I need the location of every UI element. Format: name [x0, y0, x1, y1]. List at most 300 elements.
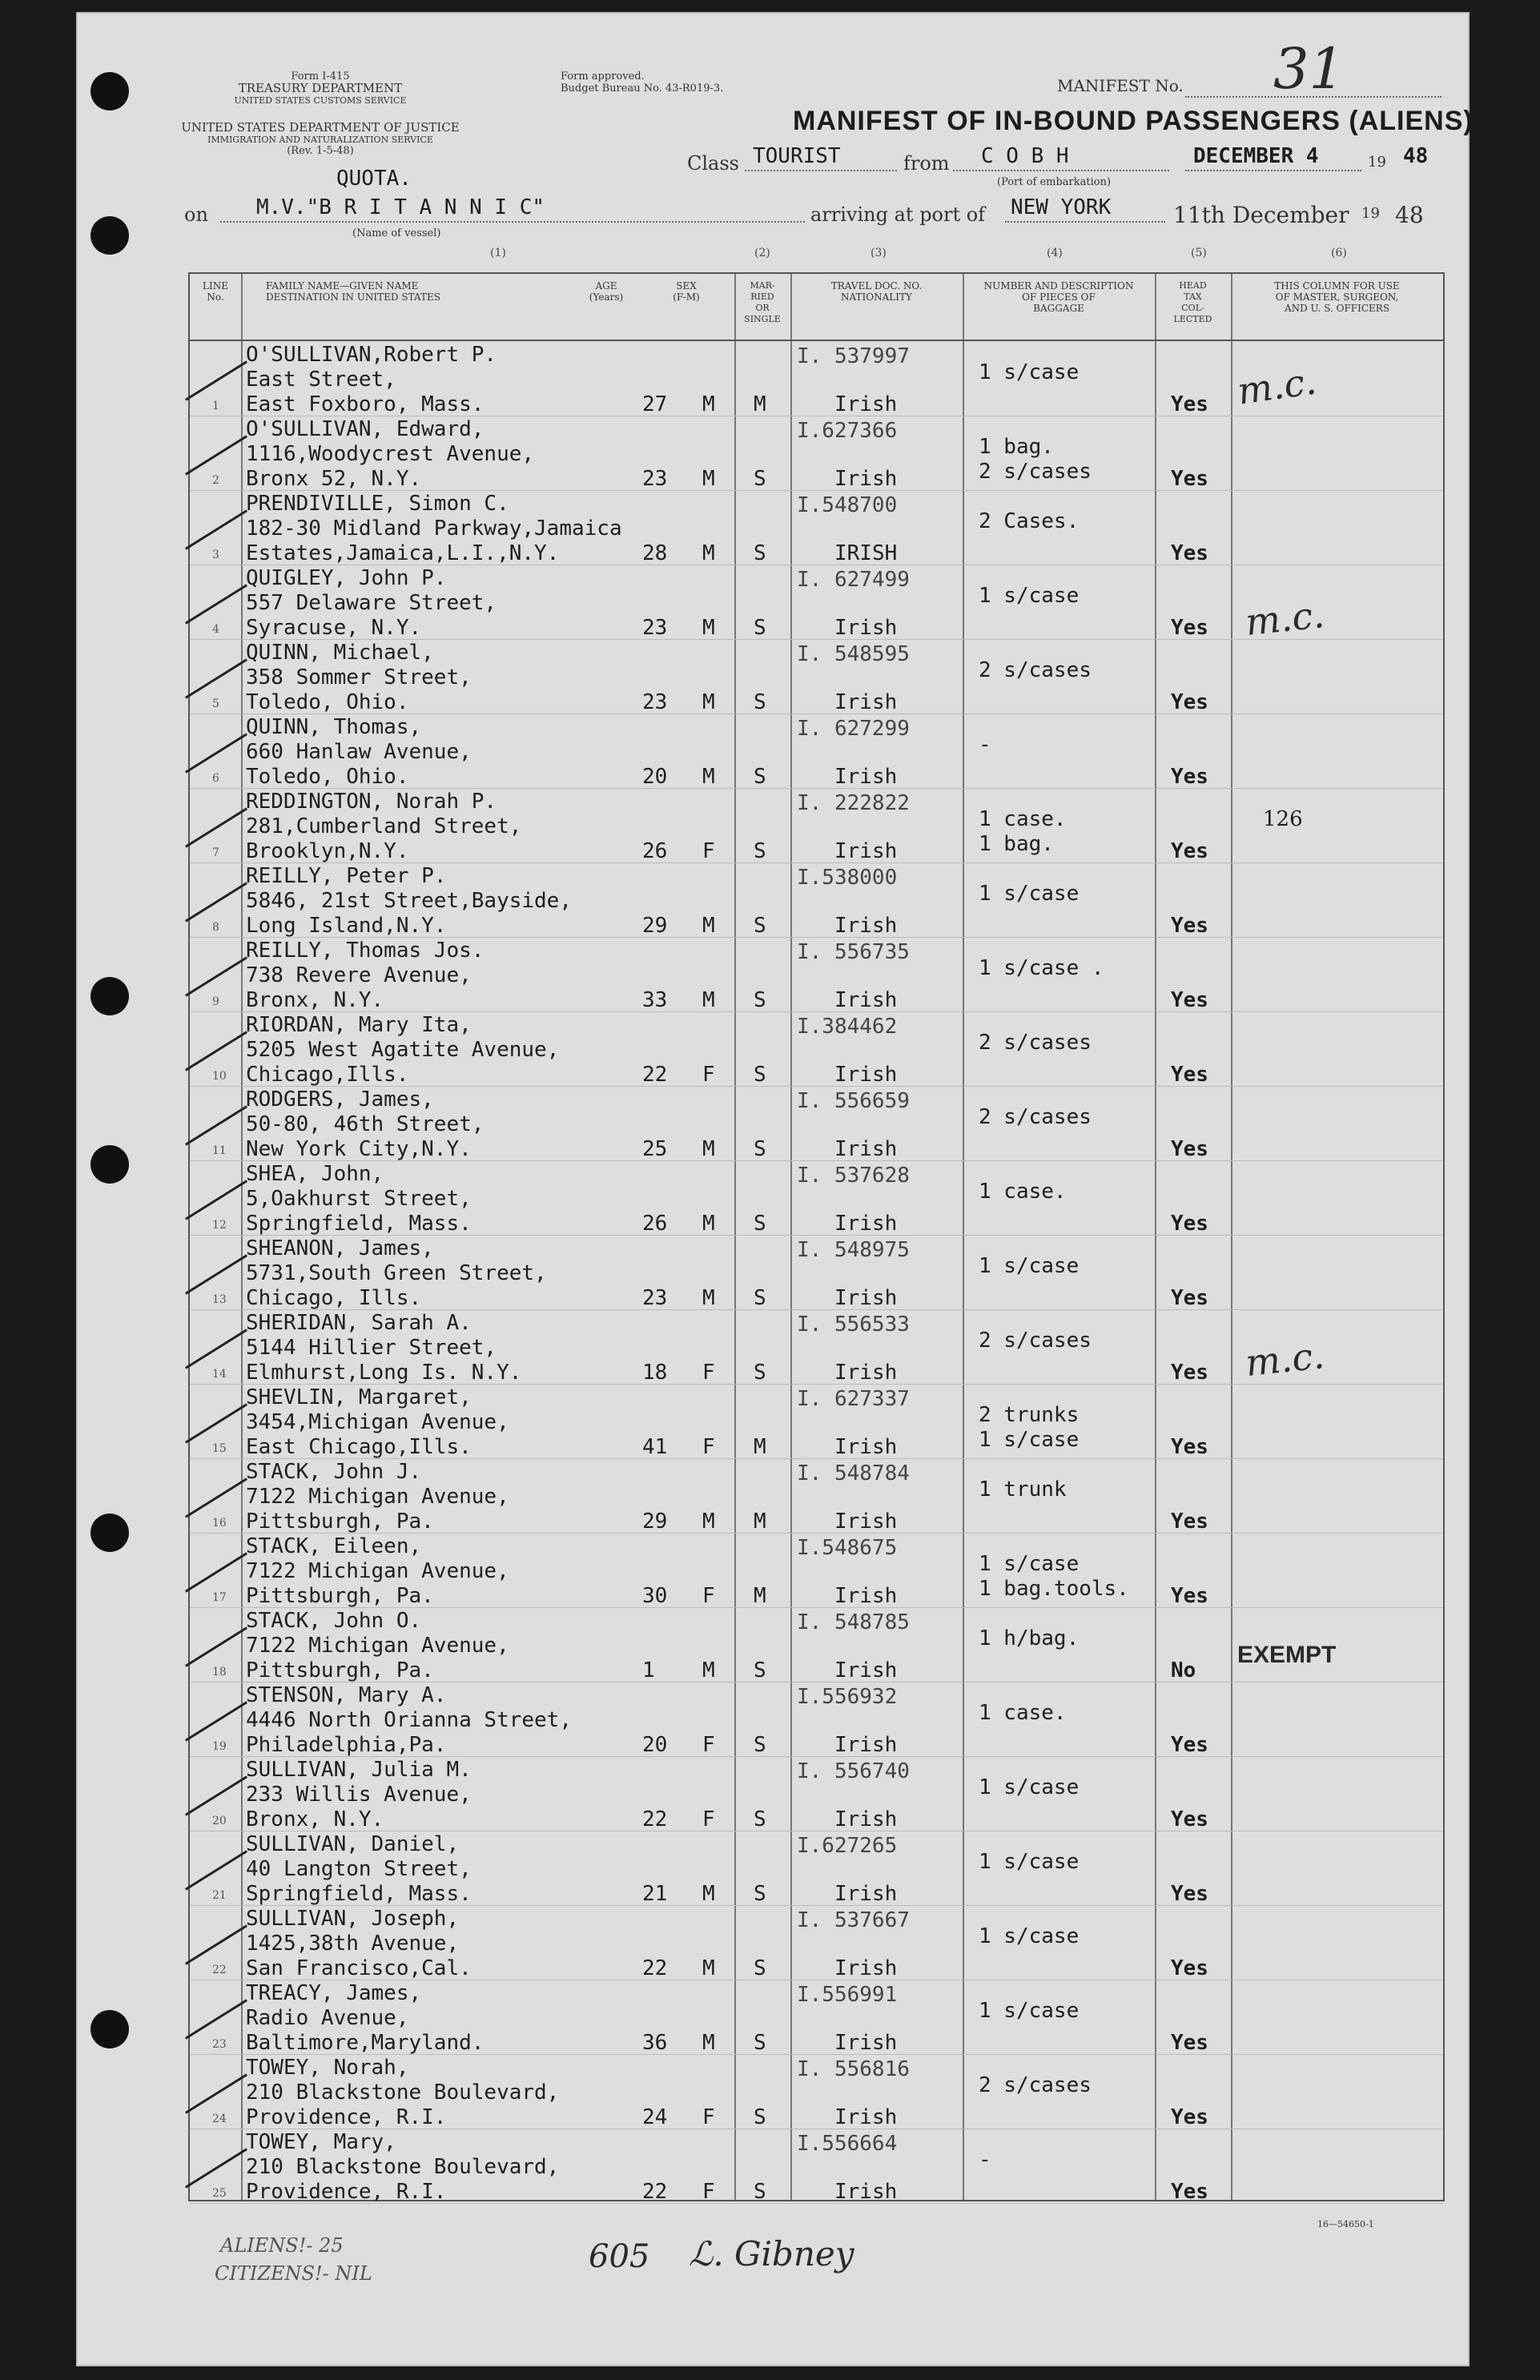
passenger-sex: M — [702, 392, 715, 416]
baggage-description: 2 trunks 1 s/case — [979, 1403, 1080, 1452]
manifest-number: 31 — [1273, 36, 1345, 102]
form-approved: Form approved. — [561, 70, 645, 82]
passenger-name-address: RODGERS, James, 50-80, 46th Street, New York City,N.Y. — [246, 1087, 485, 1161]
passenger-age: 20 — [642, 765, 668, 789]
passenger-sex: M — [702, 1510, 715, 1534]
passenger-name-address: QUIGLEY, John P. 557 Delaware Street, Syracuse, N.Y. — [246, 566, 497, 640]
nationality: Irish — [834, 616, 898, 640]
travel-doc-number: I. 627499 — [797, 568, 910, 592]
passenger-sex: M — [702, 914, 715, 938]
passenger-name-address: O'SULLIVAN, Edward, 1116,Woodycrest Avenue, Bronx 52, N.Y. — [246, 417, 535, 491]
table-row — [190, 1533, 1443, 1608]
table-row — [190, 714, 1443, 789]
passenger-name-address: SHEVLIN, Margaret, 3454,Michigan Avenue, East Chicago,Ills. — [246, 1385, 509, 1459]
header-travel-doc: TRAVEL DOC. NO. NATIONALITY — [830, 280, 923, 303]
handwritten-initials: m.c. — [1243, 592, 1327, 645]
passenger-age: 20 — [642, 1733, 668, 1757]
marital-status: M — [754, 1435, 766, 1459]
class-label: Class — [687, 152, 739, 175]
head-tax-collected: Yes — [1171, 1733, 1208, 1757]
nationality: Irish — [834, 1137, 898, 1161]
baggage-description: 1 trunk — [979, 1477, 1067, 1502]
line-number: 3 — [212, 549, 219, 561]
table-row — [190, 1086, 1443, 1161]
line-number: 14 — [212, 1368, 227, 1381]
marital-status: S — [754, 914, 766, 938]
passenger-sex: M — [702, 690, 715, 714]
marital-status: S — [754, 1807, 766, 1831]
line-number: 7 — [212, 846, 219, 859]
head-tax-collected: Yes — [1171, 392, 1208, 416]
nationality: Irish — [834, 467, 898, 491]
passenger-name-address: TOWEY, Norah, 210 Blackstone Boulevard, Providence, R.I. — [246, 2056, 560, 2129]
aliens-count: ALIENS!- 25 — [220, 2234, 344, 2257]
passenger-age: 22 — [642, 1063, 668, 1087]
travel-doc-number: I. 548975 — [797, 1238, 910, 1262]
vessel-name: M.V."B R I T A N N I C" — [256, 195, 545, 219]
passenger-age: 30 — [642, 1584, 668, 1608]
nationality: Irish — [834, 1361, 898, 1385]
passenger-name-address: O'SULLIVAN,Robert P. East Street, East Foxboro, Mass. — [246, 343, 497, 416]
revision: (Rev. 1-5-48) — [287, 145, 354, 157]
table-row — [190, 1831, 1443, 1906]
passenger-sex: M — [702, 541, 715, 565]
punch-hole — [90, 977, 129, 1015]
passenger-age: 23 — [642, 467, 668, 491]
passenger-sex: M — [702, 1137, 715, 1161]
header-sex: SEX (F-M) — [673, 280, 700, 303]
travel-doc-number: I. 548595 — [797, 642, 910, 666]
travel-doc-number: I. 556533 — [797, 1313, 910, 1337]
line-number: 9 — [212, 995, 219, 1008]
head-tax-collected: Yes — [1171, 2105, 1208, 2129]
embarkation-port: C O B H — [981, 144, 1069, 168]
marital-status: S — [754, 2105, 766, 2129]
embarkation-note: (Port of embarkation) — [997, 176, 1112, 188]
baggage-description: 1 s/case — [979, 1999, 1080, 2023]
marital-status: S — [754, 1361, 766, 1385]
page-mark: 605 — [589, 2238, 650, 2275]
travel-doc-number: I.548675 — [797, 1536, 898, 1560]
travel-doc-number: I. 222822 — [797, 791, 910, 815]
header-officers: THIS COLUMN FOR USE OF MASTER, SURGEON, AND U. S. OFFICERS — [1274, 280, 1400, 314]
passenger-name-address: SHERIDAN, Sarah A. 5144 Hillier Street, Elmhurst,Long Is. N.Y. — [246, 1311, 522, 1385]
travel-doc-number: I. 556735 — [797, 940, 910, 964]
head-tax-collected: No — [1171, 1658, 1196, 1682]
line-number: 13 — [212, 1293, 227, 1306]
baggage-description: - — [979, 2148, 991, 2172]
head-tax-collected: Yes — [1171, 1435, 1208, 1459]
marital-status: M — [754, 1584, 766, 1608]
arrival-date: 11th December — [1173, 202, 1349, 228]
line-number: 2 — [212, 474, 219, 487]
nationality: Irish — [834, 392, 898, 416]
departure-date: DECEMBER 4 — [1193, 144, 1319, 168]
travel-doc-number: I.627265 — [797, 1834, 898, 1858]
line-number: 21 — [212, 1889, 227, 1902]
table-row — [190, 490, 1443, 565]
marital-status: S — [754, 1882, 766, 1906]
head-tax-collected: Yes — [1171, 988, 1208, 1012]
passenger-name-address: SULLIVAN, Daniel, 40 Langton Street, Springfield, Mass. — [246, 1832, 472, 1906]
travel-doc-number: I. 627337 — [797, 1387, 910, 1411]
passenger-name-address: SULLIVAN, Joseph, 1425,38th Avenue, San Francisco,Cal. — [246, 1907, 472, 1980]
passenger-name-address: TOWEY, Mary, 210 Blackstone Boulevard, Providence, R.I. — [246, 2130, 560, 2204]
arriving-label: arriving at port of — [810, 203, 986, 226]
travel-doc-number: I. 537667 — [797, 1908, 910, 1932]
head-tax-collected: Yes — [1171, 541, 1208, 565]
baggage-description: 1 s/case — [979, 584, 1080, 608]
class-value: TOURIST — [753, 144, 841, 168]
marital-status: S — [754, 1286, 766, 1310]
passenger-sex: M — [702, 467, 715, 491]
marital-status: S — [754, 765, 766, 789]
line-number: 19 — [212, 1740, 227, 1753]
nationality: Irish — [834, 2031, 898, 2055]
punch-hole — [90, 1145, 129, 1184]
line-number: 15 — [212, 1442, 227, 1455]
baggage-description: 2 s/cases — [979, 1105, 1092, 1129]
passenger-age: 22 — [642, 1807, 668, 1831]
arrival-year: 48 — [1395, 202, 1424, 228]
nationality: Irish — [834, 1882, 898, 1906]
travel-doc-number: I. 537997 — [797, 344, 910, 368]
column-number: (5) — [1191, 247, 1207, 259]
baggage-description: 1 case. 1 bag. — [979, 807, 1067, 856]
table-row — [190, 1905, 1443, 1980]
column-number: (1) — [490, 247, 506, 259]
passenger-sex: F — [702, 1063, 715, 1087]
head-tax-collected: Yes — [1171, 1286, 1208, 1310]
passenger-sex: F — [702, 839, 715, 863]
travel-doc-number: I.538000 — [797, 866, 898, 890]
head-tax-collected: Yes — [1171, 1882, 1208, 1906]
form-number: Form I-415 — [291, 70, 350, 82]
treasury-department: TREASURY DEPARTMENT — [238, 81, 403, 95]
marital-status: S — [754, 1137, 766, 1161]
marital-status: S — [754, 1658, 766, 1682]
passenger-sex: M — [702, 765, 715, 789]
passenger-age: 29 — [642, 914, 668, 938]
passenger-sex: M — [702, 1882, 715, 1906]
marital-status: S — [754, 616, 766, 640]
nationality: Irish — [834, 1956, 898, 1980]
passenger-sex: M — [702, 1658, 715, 1682]
line-number: 12 — [212, 1219, 227, 1232]
passenger-age: 23 — [642, 1286, 668, 1310]
passenger-sex: M — [702, 1956, 715, 1980]
year-prefix: 19 — [1368, 154, 1386, 171]
travel-doc-number: I.548700 — [797, 493, 898, 517]
passenger-age: 28 — [642, 541, 668, 565]
nationality: Irish — [834, 988, 898, 1012]
form-code: 16—54650-1 — [1317, 2219, 1374, 2229]
passenger-sex: F — [702, 1807, 715, 1831]
line-number: 25 — [212, 2187, 227, 2200]
column-number: (4) — [1047, 247, 1063, 259]
baggage-description: 2 s/cases — [979, 658, 1092, 682]
passenger-sex: M — [702, 616, 715, 640]
table-row — [190, 639, 1443, 714]
passenger-name-address: SHEANON, James, 5731,South Green Street, Chicago, Ills. — [246, 1236, 547, 1310]
passenger-age: 29 — [642, 1510, 668, 1534]
line-number: 11 — [212, 1144, 227, 1157]
travel-doc-number: I.556991 — [797, 1983, 898, 2007]
line-number: 18 — [212, 1666, 227, 1678]
marital-status: S — [754, 541, 766, 565]
line-number: 8 — [212, 921, 219, 934]
table-row — [190, 2054, 1443, 2129]
baggage-description: 2 s/cases — [979, 1031, 1092, 1055]
baggage-description: 2 Cases. — [979, 509, 1080, 533]
baggage-description: 1 bag. 2 s/cases — [979, 435, 1092, 484]
baggage-description: 1 h/bag. — [979, 1626, 1080, 1650]
baggage-description: 2 s/cases — [979, 1329, 1092, 1353]
on-label: on — [184, 203, 208, 226]
vessel-note: (Name of vessel) — [352, 227, 441, 239]
column-number: (3) — [871, 247, 887, 259]
passenger-age: 27 — [642, 392, 668, 416]
baggage-description: 2 s/cases — [979, 2073, 1092, 2097]
line-number: 22 — [212, 1964, 227, 1976]
travel-doc-number: I. 537628 — [797, 1164, 910, 1188]
head-tax-collected: Yes — [1171, 467, 1208, 491]
head-tax-collected: Yes — [1171, 1510, 1208, 1534]
table-row — [190, 937, 1443, 1012]
passenger-age: 1 — [642, 1658, 655, 1682]
passenger-age: 22 — [642, 1956, 668, 1980]
nationality: Irish — [834, 1286, 898, 1310]
header-married: MAR- RIED OR SINGLE — [744, 280, 781, 324]
marital-status: M — [754, 392, 766, 416]
line-number: 20 — [212, 1815, 227, 1827]
passenger-age: 26 — [642, 839, 668, 863]
immigration-service: IMMIGRATION AND NATURALIZATION SERVICE — [207, 135, 433, 145]
baggage-description: 1 s/case — [979, 1254, 1080, 1278]
nationality: Irish — [834, 765, 898, 789]
line-number: 10 — [212, 1070, 227, 1083]
travel-doc-number: I. 556816 — [797, 2057, 910, 2081]
nationality: Irish — [834, 2105, 898, 2129]
travel-doc-number: I. 627299 — [797, 717, 910, 741]
head-tax-collected: Yes — [1171, 690, 1208, 714]
head-tax-collected: Yes — [1171, 765, 1208, 789]
passenger-name-address: REILLY, Thomas Jos. 738 Revere Avenue, Bronx, N.Y. — [246, 939, 485, 1012]
travel-doc-number: I.627366 — [797, 419, 898, 443]
inspector-signature: ℒ. Gibney — [689, 2234, 854, 2273]
head-tax-collected: Yes — [1171, 1212, 1208, 1236]
passenger-sex: M — [702, 1212, 715, 1236]
header-baggage: NUMBER AND DESCRIPTION OF PIECES OF BAGGAGE — [983, 280, 1134, 314]
table-row — [190, 1235, 1443, 1310]
travel-doc-number: I. 548784 — [797, 1461, 910, 1485]
arrival-year-prefix: 19 — [1361, 205, 1380, 222]
passenger-name-address: STENSON, Mary A. 4446 North Orianna Street, Philadelphia,Pa. — [246, 1683, 572, 1757]
marital-status: M — [754, 1510, 766, 1534]
punch-hole — [90, 72, 129, 111]
head-tax-collected: Yes — [1171, 1807, 1208, 1831]
from-label: from — [903, 152, 950, 175]
line-number: 23 — [212, 2038, 227, 2051]
punch-hole — [90, 216, 129, 255]
marital-status: S — [754, 2031, 766, 2055]
passenger-name-address: RIORDAN, Mary Ita, 5205 West Agatite Avenue, Chicago,Ills. — [246, 1013, 560, 1087]
nationality: Irish — [834, 1807, 898, 1831]
baggage-description: 1 s/case — [979, 360, 1080, 384]
baggage-description: - — [979, 733, 991, 757]
travel-doc-number: I.556932 — [797, 1685, 898, 1709]
baggage-description: 1 case. — [979, 1701, 1067, 1725]
nationality: IRISH — [834, 541, 898, 565]
head-tax-collected: Yes — [1171, 1956, 1208, 1980]
marital-status: S — [754, 1733, 766, 1757]
passenger-name-address: REDDINGTON, Norah P. 281,Cumberland Street, Brooklyn,N.Y. — [246, 790, 522, 863]
customs-service: UNITED STATES CUSTOMS SERVICE — [234, 95, 407, 106]
handwritten-initials: m.c. — [1243, 1333, 1327, 1385]
head-tax-collected: Yes — [1171, 914, 1208, 938]
table-row — [190, 1756, 1443, 1831]
baggage-description: 1 s/case 1 bag.tools. — [979, 1552, 1129, 1601]
manifest-title: MANIFEST OF IN-BOUND PASSENGERS (ALIENS) — [793, 106, 1474, 136]
passenger-name-address: STACK, John O. 7122 Michigan Avenue, Pittsburgh, Pa. — [246, 1609, 509, 1682]
passenger-name-address: QUINN, Thomas, 660 Hanlaw Avenue, Toledo, Ohio. — [246, 715, 472, 789]
passenger-name-address: PRENDIVILLE, Simon C. 182-30 Midland Parkway,Jamaica Estates,Jamaica,L.I.,N.Y. — [246, 492, 622, 565]
column-number: (2) — [754, 247, 770, 259]
nationality: Irish — [834, 1658, 898, 1682]
head-tax-collected: Yes — [1171, 1137, 1208, 1161]
marital-status: S — [754, 1212, 766, 1236]
passenger-sex: M — [702, 2031, 715, 2055]
line-number: 24 — [212, 2113, 227, 2125]
passenger-age: 23 — [642, 616, 668, 640]
quota-label: QUOTA. — [336, 167, 412, 191]
head-tax-collected: Yes — [1171, 616, 1208, 640]
table-row — [190, 1980, 1443, 2055]
table-row — [190, 416, 1443, 491]
passenger-sex: F — [702, 1435, 715, 1459]
arrival-port: NEW YORK — [1011, 195, 1112, 219]
table-row — [190, 1160, 1443, 1236]
passenger-sex: M — [702, 988, 715, 1012]
passenger-sex: F — [702, 1361, 715, 1385]
nationality: Irish — [834, 1510, 898, 1534]
travel-doc-number: I. 556740 — [797, 1759, 910, 1783]
passenger-age: 25 — [642, 1137, 668, 1161]
justice-department: UNITED STATES DEPARTMENT OF JUSTICE — [181, 120, 460, 135]
travel-doc-number: I. 556659 — [797, 1089, 910, 1113]
marital-status: S — [754, 1063, 766, 1087]
baggage-description: 1 s/case — [979, 1850, 1080, 1874]
handwritten-initials: m.c. — [1234, 359, 1319, 413]
table-row — [190, 1682, 1443, 1757]
marital-status: S — [754, 690, 766, 714]
line-number: 1 — [212, 400, 219, 412]
table-row — [190, 862, 1443, 938]
punch-hole — [90, 2010, 129, 2048]
nationality: Irish — [834, 690, 898, 714]
nationality: Irish — [834, 914, 898, 938]
line-number: 6 — [212, 772, 219, 785]
budget-bureau: Budget Bureau No. 43-R019-3. — [561, 82, 724, 94]
passenger-age: 41 — [642, 1435, 668, 1459]
passenger-age: 26 — [642, 1212, 668, 1236]
table-row — [190, 788, 1443, 863]
passenger-sex: F — [702, 1733, 715, 1757]
head-tax-collected: Yes — [1171, 2180, 1208, 2204]
nationality: Irish — [834, 839, 898, 863]
departure-year: 48 — [1403, 144, 1429, 168]
passenger-table — [188, 247, 1445, 2204]
passenger-name-address: REILLY, Peter P. 5846, 21st Street,Bayside, Long Island,N.Y. — [246, 864, 572, 938]
passenger-name-address: STACK, John J. 7122 Michigan Avenue, Pittsburgh, Pa. — [246, 1460, 509, 1534]
citizens-count: CITIZENS!- NIL — [215, 2262, 372, 2285]
marital-status: S — [754, 2180, 766, 2204]
baggage-description: 1 s/case . — [979, 956, 1104, 980]
head-tax-collected: Yes — [1171, 839, 1208, 863]
punch-hole — [90, 1514, 129, 1552]
line-number: 17 — [212, 1591, 227, 1604]
head-tax-collected: Yes — [1171, 1361, 1208, 1385]
head-tax-collected: Yes — [1171, 1584, 1208, 1608]
header-line-no: LINE No. — [203, 280, 228, 303]
passenger-name-address: SULLIVAN, Julia M. 233 Willis Avenue, Bronx, N.Y. — [246, 1758, 472, 1831]
passenger-name-address: STACK, Eileen, 7122 Michigan Avenue, Pittsburgh, Pa. — [246, 1534, 509, 1608]
header-age: AGE (Years) — [589, 280, 624, 303]
passenger-sex: M — [702, 1286, 715, 1310]
passenger-age: 33 — [642, 988, 668, 1012]
passenger-age: 36 — [642, 2031, 668, 2055]
travel-doc-number: I. 548785 — [797, 1610, 910, 1634]
table-row — [190, 1458, 1443, 1534]
passenger-name-address: SHEA, John, 5,Oakhurst Street, Springfield, Mass. — [246, 1162, 472, 1236]
passenger-sex: F — [702, 2180, 715, 2204]
header-head-tax: HEAD TAX COL- LECTED — [1173, 280, 1212, 324]
line-number: 5 — [212, 698, 219, 710]
exempt-stamp: EXEMPT — [1237, 1642, 1337, 1668]
passenger-sex: F — [702, 1584, 715, 1608]
table-row — [190, 1384, 1443, 1459]
line-number: 16 — [212, 1517, 227, 1530]
passenger-age: 18 — [642, 1361, 668, 1385]
head-tax-collected: Yes — [1171, 1063, 1208, 1087]
baggage-description: 1 s/case — [979, 882, 1080, 906]
marital-status: S — [754, 988, 766, 1012]
passenger-sex: F — [702, 2105, 715, 2129]
nationality: Irish — [834, 1584, 898, 1608]
baggage-description: 1 s/case — [979, 1924, 1080, 1948]
table-row — [190, 1011, 1443, 1087]
line-number: 4 — [212, 623, 219, 636]
manifest-no-label: MANIFEST No. — [1057, 76, 1184, 95]
travel-doc-number: I.384462 — [797, 1015, 898, 1039]
nationality: Irish — [834, 1733, 898, 1757]
header-name: FAMILY NAME—GIVEN NAME DESTINATION IN UNITED STATES — [266, 280, 440, 303]
officer-note: 126 — [1263, 807, 1303, 831]
nationality: Irish — [834, 1212, 898, 1236]
baggage-description: 1 case. — [979, 1180, 1067, 1204]
table-row — [190, 2129, 1443, 2204]
travel-doc-number: I.556664 — [797, 2132, 898, 2156]
baggage-description: 1 s/case — [979, 1775, 1080, 1799]
passenger-age: 24 — [642, 2105, 668, 2129]
passenger-name-address: TREACY, James, Radio Avenue, Baltimore,Maryland. — [246, 1981, 485, 2055]
marital-status: S — [754, 1956, 766, 1980]
passenger-age: 21 — [642, 1882, 668, 1906]
marital-status: S — [754, 467, 766, 491]
passenger-name-address: QUINN, Michael, 358 Sommer Street, Toledo, Ohio. — [246, 641, 472, 714]
column-number: (6) — [1331, 247, 1347, 259]
head-tax-collected: Yes — [1171, 2031, 1208, 2055]
